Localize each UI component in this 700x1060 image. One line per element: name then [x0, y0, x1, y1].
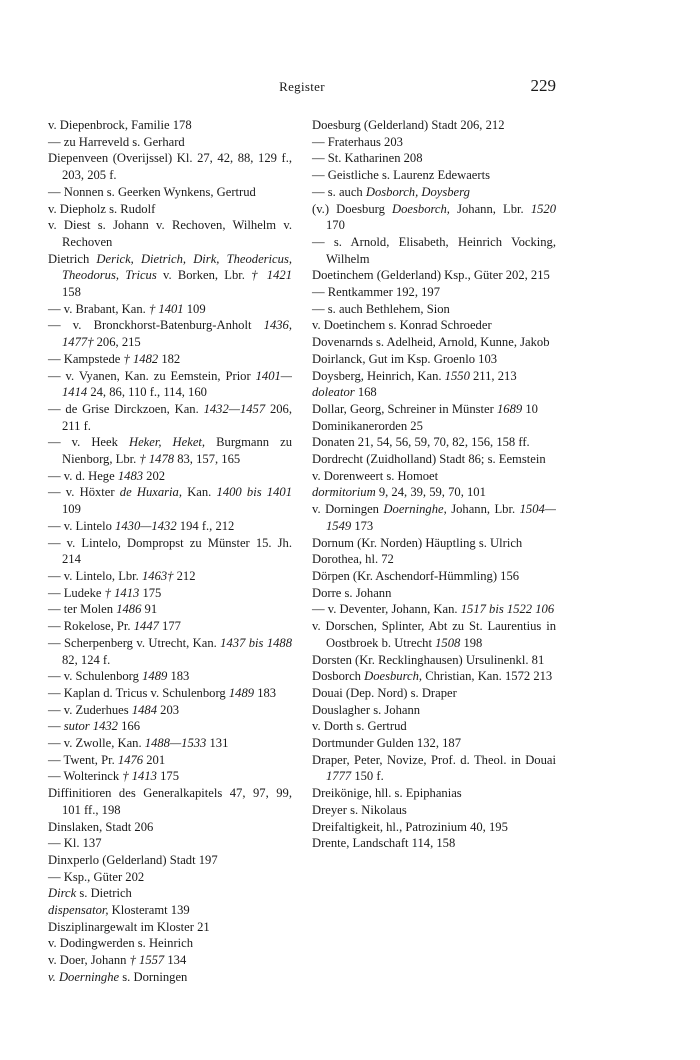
- index-entry: Dietrich Derick, Dietrich, Dirk, Theodericus, Theodorus, Tricus v. Borken, Lbr. † 1421 158: [48, 251, 292, 300]
- index-entry: — v. Höxter de Huxaria, Kan. 1400 bis 1401 109: [48, 485, 292, 517]
- index-entry: — s. Arnold, Elisabeth, Heinrich Vocking, Wilhelm: [312, 234, 556, 266]
- index-entry: — Rentkammer 192, 197: [312, 285, 441, 300]
- index-entry: v. Diest s. Johann v. Rechoven, Wilhelm v. Rechoven: [48, 218, 292, 249]
- index-entry: v. Dorth s. Gertrud: [312, 719, 407, 734]
- index-entry: v. Diepenbrock, Familie 178: [48, 118, 192, 132]
- index-entry: — sutor 1432 166: [48, 719, 141, 734]
- index-entry: — s. auch Bethlehem, Sion: [312, 301, 450, 316]
- index-entry: Dorsten (Kr. Recklinghausen) Ursulinenkl. 81: [312, 652, 545, 667]
- index-entry: Doysberg, Heinrich, Kan. 1550 211, 213: [312, 368, 517, 383]
- index-entry: Doesburg (Gelderland) Stadt 206, 212: [312, 118, 505, 132]
- index-entry: Dorothea, hl. 72: [312, 552, 394, 567]
- index-entry: Diepenveen (Overijssel) Kl. 27, 42, 88, 129 f., 203, 205 f.: [48, 151, 292, 183]
- index-entry: — s. auch Dosborch, Doysberg: [312, 184, 470, 199]
- index-entry: — v. Vyanen, Kan. zu Eemstein, Prior 1401—1414 24, 86, 110 f., 114, 160: [48, 368, 292, 400]
- index-entry: Draper, Peter, Novize, Prof. d. Theol. in Douai 1777 150 f.: [312, 752, 556, 784]
- index-entry: — v. Heek Heker, Heket, Burgmann zu Nienborg, Lbr. † 1478 83, 157, 165: [48, 435, 292, 467]
- index-entry: v. Dorschen, Splinter, Abt zu St. Laurentius in Oostbroek b. Utrecht 1508 198: [312, 619, 556, 650]
- index-entry: Dominikanerorden 25: [312, 418, 423, 433]
- index-entry: — ter Molen 1486 91: [48, 602, 158, 617]
- index-entry: v. Doetinchem s. Konrad Schroeder: [312, 318, 492, 333]
- index-entry: Dreikönige, hll. s. Epiphanias: [312, 786, 462, 801]
- index-entry: — Rokelose, Pr. 1447 177: [48, 619, 181, 634]
- index-entry: Diffinitioren des Generalkapitels 47, 97, 99, 101 ff., 198: [48, 786, 292, 817]
- index-entry: Dinslaken, Stadt 206: [48, 819, 154, 834]
- index-entry: — Geistliche s. Laurenz Edewaerts: [312, 168, 490, 183]
- index-entry: Doetinchem (Gelderland) Ksp., Güter 202, 215: [312, 268, 550, 283]
- index-entry: Dortmunder Gulden 132, 187: [312, 736, 462, 751]
- index-entry: Dreifaltigkeit, hl., Patrozinium 40, 195: [312, 819, 508, 834]
- index-entry: — Kaplan d. Tricus v. Schulenborg 1489 183: [48, 685, 277, 700]
- index-entry: — de Grise Dirckzoen, Kan. 1432—1457 206, 211 f.: [48, 401, 292, 433]
- index-entry: Dörpen (Kr. Aschendorf-Hümmling) 156: [312, 568, 520, 583]
- index-entry: — Ksp., Güter 202: [48, 869, 145, 884]
- index-entry: — v. Brabant, Kan. † 1401 109: [48, 301, 206, 316]
- index-entry: — Nonnen s. Geerken Wynkens, Gertrud: [48, 184, 256, 199]
- index-entry: — v. Lintelo, Dompropst zu Münster 15. Jh. 214: [48, 535, 292, 567]
- index-entry: — zu Harreveld s. Gerhard: [48, 134, 185, 149]
- index-entry: v. Diepholz s. Rudolf: [48, 201, 156, 216]
- index-entry: dormitorium 9, 24, 39, 59, 70, 101: [312, 485, 486, 500]
- index-entry: v. Dorningen Doerninghe, Johann, Lbr. 1504—1549 173: [312, 502, 556, 533]
- index-entry: doleator 168: [312, 385, 377, 400]
- index-entry: v. Doer, Johann † 1557 134: [48, 953, 187, 968]
- index-entry: Dreyer s. Nikolaus: [312, 802, 407, 817]
- index-entry: — v. Lintelo, Lbr. 1463† 212: [48, 568, 196, 583]
- page-header: [48, 76, 556, 100]
- index-entry: — Wolterinck † 1413 175: [48, 769, 179, 784]
- index-entry: — v. Zwolle, Kan. 1488—1533 131: [48, 736, 229, 751]
- index-entry: Dollar, Georg, Schreiner in Münster 1689 10: [312, 401, 538, 416]
- index-entry: — v. Zuderhues 1484 203: [48, 702, 180, 717]
- index-entry: — Fraterhaus 203: [312, 134, 403, 149]
- index-entry: — v. Bronckhorst-Batenburg-Anholt 1436, 1477† 206, 215: [48, 318, 292, 350]
- index-entry: — Kl. 137: [48, 836, 102, 851]
- index-entry: Dosborch Doesburch, Christian, Kan. 1572 213: [312, 669, 553, 684]
- index-entry: Dirck s. Dietrich: [48, 886, 132, 901]
- running-head: Register: [279, 79, 325, 94]
- index-entry: Drente, Landschaft 114, 158: [312, 836, 456, 851]
- index-entry: Dinxperlo (Gelderland) Stadt 197: [48, 852, 218, 867]
- index-entry: Dordrecht (Zuidholland) Stadt 86; s. Eemstein: [312, 452, 546, 467]
- index-entry: Doirlanck, Gut im Ksp. Groenlo 103: [312, 351, 498, 366]
- index-entry: Douai (Dep. Nord) s. Draper: [312, 685, 457, 700]
- page-number: 229: [530, 76, 556, 95]
- index-entry: v. Doerninghe s. Dorningen: [48, 969, 188, 984]
- index-entry: dispensator, Klosteramt 139: [48, 903, 190, 918]
- index-entry: — Kampstede † 1482 182: [48, 351, 181, 366]
- index-entry: Donaten 21, 54, 56, 59, 70, 82, 156, 158 ff.: [312, 435, 530, 450]
- index-entry: (v.) Doesburg Doesborch, Johann, Lbr. 1520 170: [312, 201, 556, 233]
- index-entry: Douslagher s. Johann: [312, 702, 421, 717]
- index-entry: — Scherpenberg v. Utrecht, Kan. 1437 bis 1488 82, 124 f.: [48, 635, 293, 667]
- index-column-right: [312, 117, 556, 852]
- index-entry: — v. Schulenborg 1489 183: [48, 669, 190, 684]
- index-entry: — St. Katharinen 208: [312, 151, 423, 166]
- index-entry: — v. Deventer, Johann, Kan. 1517 bis 1522 106: [312, 602, 555, 617]
- index-entry: — Ludeke † 1413 175: [48, 585, 162, 600]
- index-entry: — v. Lintelo 1430—1432 194 f., 212: [48, 518, 235, 533]
- index-entry: v. Dorenweert s. Homoet: [312, 468, 439, 483]
- index-entry: Dorre s. Johann: [312, 585, 392, 600]
- index-entry: Disziplinargewalt im Kloster 21: [48, 919, 210, 934]
- index-entry: Dovenarnds s. Adelheid, Arnold, Kunne, Jakob: [312, 335, 550, 350]
- index-column-left: [48, 117, 292, 986]
- index-entry: — Twent, Pr. 1476 201: [48, 752, 166, 767]
- index-entry: v. Dodingwerden s. Heinrich: [48, 936, 194, 951]
- index-entry: — v. d. Hege 1483 202: [48, 468, 166, 483]
- index-entry: Dornum (Kr. Norden) Häuptling s. Ulrich: [312, 535, 523, 550]
